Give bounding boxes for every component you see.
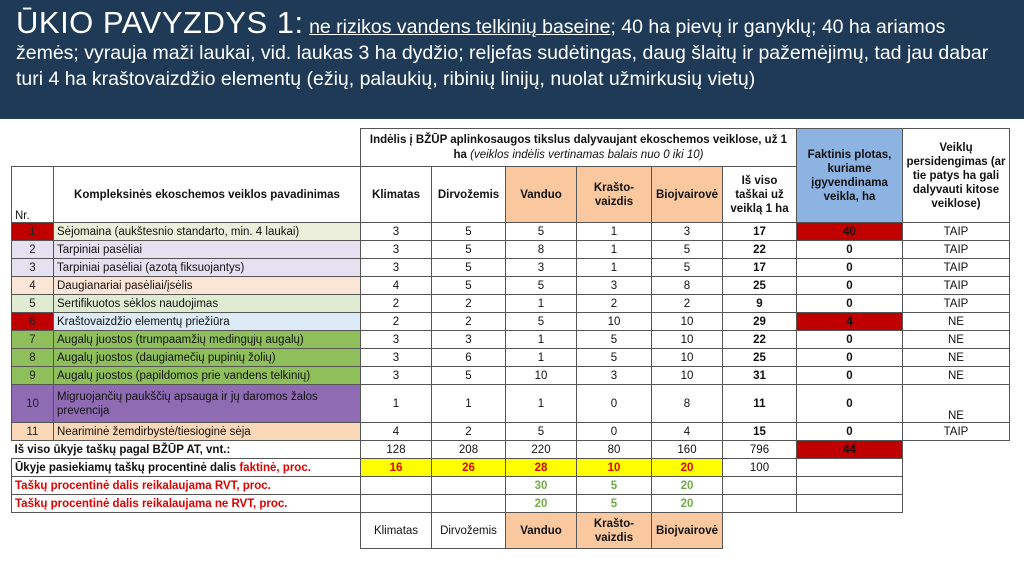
row-total: 22 <box>723 331 797 349</box>
row-biojvairove: 10 <box>652 313 723 331</box>
header-spacer <box>12 129 54 167</box>
header-name: Kompleksinės ekoschemos veiklos pavadinimas <box>54 167 361 223</box>
row-activity-name: Daugianariai pasėliai/įsėlis <box>54 277 361 295</box>
row-dirvozemis: 6 <box>432 349 506 367</box>
footer-spacer <box>12 513 361 549</box>
row-biojvairove: 8 <box>652 385 723 423</box>
row-total: 25 <box>723 349 797 367</box>
row-klimatas: 3 <box>361 223 432 241</box>
row-vanduo: 1 <box>506 295 577 313</box>
rvt-area-empty <box>797 477 903 495</box>
row-overlap: TAIP <box>903 295 1010 313</box>
summary-pct-area-empty <box>797 459 903 477</box>
pct-label-faktine: faktinė, proc. <box>239 461 311 474</box>
row-overlap: NE <box>903 313 1010 331</box>
row-overlap: TAIP <box>903 423 1010 441</box>
row-dirvozemis: 5 <box>432 367 506 385</box>
summary-rvt-label: Taškų procentinė dalis reikalaujama RVT, proc. <box>12 477 361 495</box>
row-biojvairove: 10 <box>652 367 723 385</box>
row-krastovaizdis: 3 <box>577 367 652 385</box>
row-klimatas: 2 <box>361 313 432 331</box>
row-area: 0 <box>797 241 903 259</box>
row-nr: 5 <box>12 295 54 313</box>
row-krastovaizdis: 5 <box>577 331 652 349</box>
row-vanduo: 5 <box>506 223 577 241</box>
row-nr: 4 <box>12 277 54 295</box>
row-total: 9 <box>723 295 797 313</box>
row-vanduo: 1 <box>506 385 577 423</box>
row-activity-name: Augalų juostos (daugiamečių pupinių žolių) <box>54 349 361 367</box>
row-total: 31 <box>723 367 797 385</box>
header-total: Iš viso taškai už veiklą 1 ha <box>723 167 797 223</box>
nervt-total-empty <box>723 495 797 513</box>
summary-rvt-krastovaizdis: 5 <box>577 477 652 495</box>
row-klimatas: 3 <box>361 241 432 259</box>
row-vanduo: 8 <box>506 241 577 259</box>
row-overlap: TAIP <box>903 223 1010 241</box>
summary-spacer <box>903 459 1010 477</box>
row-klimatas: 3 <box>361 331 432 349</box>
row-krastovaizdis: 0 <box>577 423 652 441</box>
row-dirvozemis: 5 <box>432 223 506 241</box>
header-klimatas: Klimatas <box>361 167 432 223</box>
summary-total-vanduo: 220 <box>506 441 577 459</box>
table-row <box>12 423 1010 441</box>
row-krastovaizdis: 2 <box>577 295 652 313</box>
row-total: 11 <box>723 385 797 423</box>
header-nr: Nr. <box>12 167 54 223</box>
summary-nervt-label: Taškų procentinė dalis reikalaujama ne RVT, proc. <box>12 495 361 513</box>
table-row <box>12 385 1010 423</box>
row-area: 40 <box>797 223 903 241</box>
row-area: 4 <box>797 313 903 331</box>
row-krastovaizdis: 1 <box>577 241 652 259</box>
row-overlap: NE <box>903 367 1010 385</box>
row-dirvozemis: 1 <box>432 385 506 423</box>
header-dirvozemis: Dirvožemis <box>432 167 506 223</box>
row-krastovaizdis: 10 <box>577 313 652 331</box>
row-biojvairove: 3 <box>652 223 723 241</box>
row-area: 0 <box>797 423 903 441</box>
nervt-area-empty <box>797 495 903 513</box>
row-overlap: TAIP <box>903 241 1010 259</box>
summary-total-dirvozemis: 208 <box>432 441 506 459</box>
summary-pct-dirvozemis: 26 <box>432 459 506 477</box>
contribution-group-header <box>361 129 797 167</box>
summary-total-area: 44 <box>797 441 903 459</box>
row-activity-name: Sėjomaina (aukštesnio standarto, min. 4 laukai) <box>54 223 361 241</box>
row-vanduo: 3 <box>506 259 577 277</box>
row-nr: 3 <box>12 259 54 277</box>
row-klimatas: 1 <box>361 385 432 423</box>
row-activity-name: Sertifikuotos sėklos naudojimas <box>54 295 361 313</box>
summary-pct-all: 100 <box>723 459 797 477</box>
row-activity-name: Migruojančių paukščių apsauga ir jų daromos žalos prevencija <box>54 385 361 423</box>
row-vanduo: 1 <box>506 349 577 367</box>
row-klimatas: 3 <box>361 259 432 277</box>
row-klimatas: 2 <box>361 295 432 313</box>
footer-spacer <box>723 513 1010 549</box>
summary-rvt-biojvairove: 20 <box>652 477 723 495</box>
footer-dirvozemis: Dirvožemis <box>432 513 506 549</box>
table-row <box>12 223 1010 241</box>
ecoscheme-table <box>11 128 1010 549</box>
row-dirvozemis: 5 <box>432 241 506 259</box>
row-vanduo: 10 <box>506 367 577 385</box>
row-krastovaizdis: 5 <box>577 349 652 367</box>
summary-nervt-krastovaizdis: 5 <box>577 495 652 513</box>
row-biojvairove: 4 <box>652 423 723 441</box>
row-area: 0 <box>797 295 903 313</box>
row-nr: 1 <box>12 223 54 241</box>
summary-total-label: Iš viso ūkyje taškų pagal BŽŪP AT, vnt.: <box>12 441 361 459</box>
row-activity-name: Tarpiniai pasėliai (azotą fiksuojantys) <box>54 259 361 277</box>
row-krastovaizdis: 0 <box>577 385 652 423</box>
row-area: 0 <box>797 385 903 423</box>
row-total: 22 <box>723 241 797 259</box>
group-header-italic: (veiklos indėlis vertinamas balais nuo 0 iki 10) <box>470 148 704 161</box>
row-vanduo: 5 <box>506 423 577 441</box>
row-dirvozemis: 2 <box>432 295 506 313</box>
summary-rvt-vanduo: 30 <box>506 477 577 495</box>
row-biojvairove: 10 <box>652 349 723 367</box>
summary-total-biojvairove: 160 <box>652 441 723 459</box>
table-row <box>12 241 1010 259</box>
page-title <box>16 5 1010 92</box>
summary-nervt-biojvairove: 20 <box>652 495 723 513</box>
row-dirvozemis: 2 <box>432 423 506 441</box>
row-dirvozemis: 5 <box>432 259 506 277</box>
footer-biojvairove: Biojvairovė <box>652 513 723 549</box>
row-vanduo: 1 <box>506 331 577 349</box>
row-biojvairove: 2 <box>652 295 723 313</box>
footer-vanduo: Vanduo <box>506 513 577 549</box>
summary-spacer <box>903 441 1010 459</box>
header-spacer <box>54 129 361 167</box>
row-area: 0 <box>797 349 903 367</box>
row-nr: 9 <box>12 367 54 385</box>
row-activity-name: Kraštovaizdžio elementų priežiūra <box>54 313 361 331</box>
table-row <box>12 295 1010 313</box>
row-activity-name: Augalų juostos (papildomos prie vandens telkinių) <box>54 367 361 385</box>
summary-pct-biojvairove: 20 <box>652 459 723 477</box>
row-biojvairove: 10 <box>652 331 723 349</box>
row-activity-name: Neariminė žemdirbystė/tiesioginė sėja <box>54 423 361 441</box>
row-area: 0 <box>797 367 903 385</box>
row-nr: 8 <box>12 349 54 367</box>
nervt-klimatas-empty <box>361 495 432 513</box>
row-biojvairove: 5 <box>652 259 723 277</box>
row-klimatas: 3 <box>361 367 432 385</box>
row-klimatas: 3 <box>361 349 432 367</box>
row-activity-name: Tarpiniai pasėliai <box>54 241 361 259</box>
table-row <box>12 313 1010 331</box>
row-total: 15 <box>723 423 797 441</box>
summary-nervt-vanduo: 20 <box>506 495 577 513</box>
row-area: 0 <box>797 259 903 277</box>
header-faktinis: Faktinis plotas, kuriame įgyvendinama veikla, ha <box>797 129 903 223</box>
row-activity-name: Augalų juostos (trumpaamžių medingųjų augalų) <box>54 331 361 349</box>
row-klimatas: 4 <box>361 423 432 441</box>
table-row <box>12 331 1010 349</box>
row-nr: 6 <box>12 313 54 331</box>
row-nr: 11 <box>12 423 54 441</box>
row-dirvozemis: 5 <box>432 277 506 295</box>
row-overlap: NE <box>903 331 1010 349</box>
summary-spacer <box>903 477 1010 495</box>
rvt-klimatas-empty <box>361 477 432 495</box>
header-krastovaizdis: Krašto-vaizdis <box>577 167 652 223</box>
header-biojvairove: Biojvairovė <box>652 167 723 223</box>
row-overlap: TAIP <box>903 277 1010 295</box>
rvt-total-empty <box>723 477 797 495</box>
summary-total-krastovaizdis: 80 <box>577 441 652 459</box>
table-row <box>12 259 1010 277</box>
row-total: 17 <box>723 259 797 277</box>
row-dirvozemis: 2 <box>432 313 506 331</box>
row-overlap: NE <box>903 349 1010 367</box>
group-header-bold: Indėlis į BŽŪP aplinkosaugos tikslus dalyvaujant ekoschemos veiklose, už 1 ha <box>369 133 788 161</box>
row-area: 0 <box>797 277 903 295</box>
title-heading: ŪKIO PAVYZDYS 1: <box>16 5 304 40</box>
row-nr: 7 <box>12 331 54 349</box>
summary-pct-klimatas: 16 <box>361 459 432 477</box>
header-persidengimas: Veiklų persidengimas (ar tie patys ha gali dalyvauti kitose veiklose) <box>903 129 1010 223</box>
summary-spacer <box>903 495 1010 513</box>
row-dirvozemis: 3 <box>432 331 506 349</box>
row-krastovaizdis: 1 <box>577 259 652 277</box>
row-area: 0 <box>797 331 903 349</box>
row-overlap: NE <box>903 385 1010 423</box>
row-total: 29 <box>723 313 797 331</box>
row-vanduo: 5 <box>506 313 577 331</box>
row-krastovaizdis: 3 <box>577 277 652 295</box>
row-vanduo: 5 <box>506 277 577 295</box>
row-nr: 10 <box>12 385 54 423</box>
table-row <box>12 349 1010 367</box>
summary-pct-label <box>12 459 361 477</box>
summary-pct-vanduo: 28 <box>506 459 577 477</box>
footer-klimatas: Klimatas <box>361 513 432 549</box>
rvt-dirvozemis-empty <box>432 477 506 495</box>
row-nr: 2 <box>12 241 54 259</box>
summary-total-klimatas: 128 <box>361 441 432 459</box>
table-row <box>12 277 1010 295</box>
title-banner <box>0 0 1024 119</box>
title-underlined-link[interactable]: ne rizikos vandens telkinių baseine <box>309 16 611 38</box>
pct-label-main: Ūkyje pasiekiamų taškų procentinė dalis <box>15 461 240 474</box>
row-klimatas: 4 <box>361 277 432 295</box>
table-row <box>12 367 1010 385</box>
row-overlap: TAIP <box>903 259 1010 277</box>
summary-pct-krastovaizdis: 10 <box>577 459 652 477</box>
header-vanduo: Vanduo <box>506 167 577 223</box>
footer-krastovaizdis: Krašto-vaizdis <box>577 513 652 549</box>
row-total: 17 <box>723 223 797 241</box>
title-description: ; 40 ha pievų ir ganyklų; 40 ha ariamos žemės; vyrauja maži laukai, vid. laukas 3 ha dydžio; reljefas sudėtingas, daug šlaitų ir pažemėjimų, tad jau dabar turi 4 ha kraštovaizdžio elementų (ežių, palaukių, ribinių linijų, nuolat užmirkusių vietų) <box>16 16 989 90</box>
nervt-dirvozemis-empty <box>432 495 506 513</box>
row-krastovaizdis: 1 <box>577 223 652 241</box>
row-biojvairove: 5 <box>652 241 723 259</box>
row-biojvairove: 8 <box>652 277 723 295</box>
row-total: 25 <box>723 277 797 295</box>
summary-total-all: 796 <box>723 441 797 459</box>
